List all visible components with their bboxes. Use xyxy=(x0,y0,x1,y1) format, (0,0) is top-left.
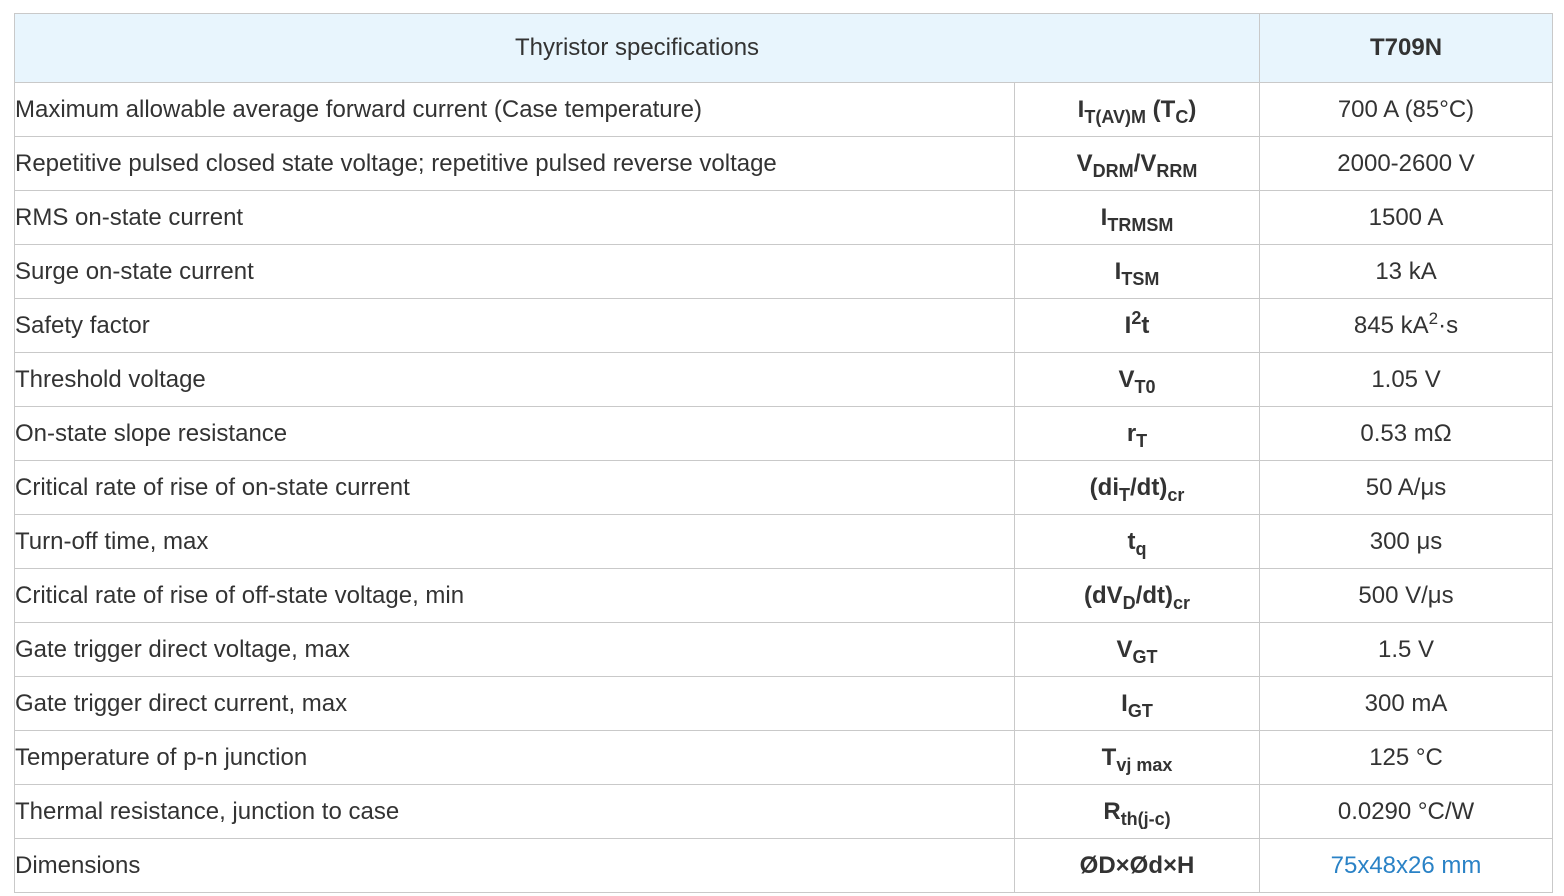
symbol-subscript: q xyxy=(1135,538,1147,559)
parameter-value xyxy=(1260,839,1553,893)
value-text: 1.5 V xyxy=(1377,635,1435,663)
parameter-value xyxy=(1260,677,1553,731)
symbol-subscript: GT xyxy=(1132,646,1158,667)
parameter-value xyxy=(1260,353,1553,407)
symbol-subscript: RRM xyxy=(1156,160,1198,181)
table-row xyxy=(15,245,1553,299)
symbol-main: I xyxy=(1124,311,1132,339)
table-row xyxy=(15,515,1553,569)
model-name: T709N xyxy=(1260,14,1553,83)
symbol-main: (di xyxy=(1089,473,1119,501)
value-text: 0.0290 °C/W xyxy=(1337,797,1475,825)
parameter-name: Thermal resistance, junction to case xyxy=(15,785,1015,839)
symbol-main: ØD×Ød×H xyxy=(1079,851,1195,879)
parameter-value xyxy=(1260,785,1553,839)
parameter-symbol xyxy=(1015,569,1260,623)
table-title: Thyristor specifications xyxy=(15,14,1260,83)
value-text: 13 kA xyxy=(1375,257,1437,285)
parameter-symbol xyxy=(1015,785,1260,839)
table-row xyxy=(15,569,1553,623)
parameter-value xyxy=(1260,83,1553,137)
value-text: 300 mA xyxy=(1364,689,1448,717)
symbol-main: R xyxy=(1103,797,1121,825)
symbol-subscript: C xyxy=(1175,106,1189,127)
parameter-symbol xyxy=(1015,353,1260,407)
table-row xyxy=(15,191,1553,245)
parameter-name: Threshold voltage xyxy=(15,353,1015,407)
parameter-name: On-state slope resistance xyxy=(15,407,1015,461)
parameter-value xyxy=(1260,515,1553,569)
table-row xyxy=(15,407,1553,461)
table-row xyxy=(15,785,1553,839)
parameter-name: Temperature of p-n junction xyxy=(15,731,1015,785)
parameter-symbol xyxy=(1015,839,1260,893)
symbol-subscript: T xyxy=(1136,430,1148,451)
parameter-symbol xyxy=(1015,191,1260,245)
parameter-symbol xyxy=(1015,515,1260,569)
parameter-symbol xyxy=(1015,677,1260,731)
parameter-name: Gate trigger direct current, max xyxy=(15,677,1015,731)
table-row xyxy=(15,83,1553,137)
symbol-part: t xyxy=(1141,311,1150,339)
symbol-part: (T xyxy=(1146,95,1176,123)
dimensions-link[interactable]: 75x48x26 mm xyxy=(1330,851,1482,879)
table-row xyxy=(15,677,1553,731)
parameter-name: Turn-off time, max xyxy=(15,515,1015,569)
table-row xyxy=(15,839,1553,893)
symbol-subscript: D xyxy=(1122,592,1136,613)
parameter-name: Surge on-state current xyxy=(15,245,1015,299)
parameter-value xyxy=(1260,191,1553,245)
symbol-part: ) xyxy=(1188,95,1197,123)
table-row xyxy=(15,299,1553,353)
value-text: 845 kA xyxy=(1353,311,1429,339)
value-text: 50 A/μs xyxy=(1365,473,1447,501)
parameter-symbol xyxy=(1015,137,1260,191)
symbol-main: t xyxy=(1127,527,1136,555)
value-text: 1.05 V xyxy=(1371,365,1441,393)
symbol-main: V xyxy=(1116,635,1133,663)
symbol-main: V xyxy=(1118,365,1135,393)
thyristor-spec-table xyxy=(14,13,1553,893)
symbol-part: /dt) xyxy=(1135,581,1173,609)
symbol-main: I xyxy=(1114,257,1122,285)
symbol-subscript: T xyxy=(1119,484,1130,505)
symbol-subscript: th(j-c) xyxy=(1120,808,1171,829)
value-suffix: ·s xyxy=(1438,311,1459,339)
symbol-subscript: TRMSM xyxy=(1107,214,1174,235)
value-text: 700 A (85°C) xyxy=(1337,95,1475,123)
symbol-main: r xyxy=(1126,419,1137,447)
table-row xyxy=(15,461,1553,515)
parameter-name: Critical rate of rise of on-state current xyxy=(15,461,1015,515)
parameter-symbol xyxy=(1015,731,1260,785)
parameter-value xyxy=(1260,245,1553,299)
parameter-name: RMS on-state current xyxy=(15,191,1015,245)
parameter-value xyxy=(1260,461,1553,515)
parameter-name: Safety factor xyxy=(15,299,1015,353)
value-text: 300 μs xyxy=(1369,527,1443,555)
value-text: 2000-2600 V xyxy=(1337,149,1475,177)
parameter-value xyxy=(1260,299,1553,353)
symbol-main: I xyxy=(1077,95,1085,123)
parameter-symbol xyxy=(1015,407,1260,461)
parameter-name: Repetitive pulsed closed state voltage; repetitive pulsed reverse voltage xyxy=(15,137,1015,191)
symbol-subscript: vj max xyxy=(1116,754,1173,775)
symbol-part: /dt) xyxy=(1130,473,1168,501)
parameter-value xyxy=(1260,407,1553,461)
symbol-main: (dV xyxy=(1084,581,1123,609)
parameter-name: Critical rate of rise of off-state voltage, min xyxy=(15,569,1015,623)
symbol-main: T xyxy=(1101,743,1117,771)
parameter-name: Gate trigger direct voltage, max xyxy=(15,623,1015,677)
table-row xyxy=(15,623,1553,677)
symbol-subscript: cr xyxy=(1172,592,1190,613)
parameter-name: Dimensions xyxy=(15,839,1015,893)
symbol-main: I xyxy=(1100,203,1108,231)
parameter-value xyxy=(1260,731,1553,785)
symbol-part: /V xyxy=(1133,149,1157,177)
symbol-subscript: T(AV)M xyxy=(1084,106,1146,127)
symbol-subscript: T0 xyxy=(1134,376,1156,397)
table-row xyxy=(15,353,1553,407)
value-text: 1500 A xyxy=(1368,203,1444,231)
parameter-value xyxy=(1260,137,1553,191)
symbol-main: V xyxy=(1076,149,1093,177)
value-text: 500 V/μs xyxy=(1358,581,1454,609)
parameter-symbol xyxy=(1015,245,1260,299)
parameter-symbol xyxy=(1015,83,1260,137)
parameter-value xyxy=(1260,569,1553,623)
symbol-main: I xyxy=(1121,689,1128,717)
value-superscript: 2 xyxy=(1428,308,1439,328)
table-header-row xyxy=(15,14,1553,83)
parameter-name: Maximum allowable average forward current (Case temperature) xyxy=(15,83,1015,137)
symbol-superscript: 2 xyxy=(1131,307,1142,328)
symbol-subscript: GT xyxy=(1127,700,1153,721)
value-text: 125 °C xyxy=(1369,743,1443,771)
value-text: 0.53 mΩ xyxy=(1360,419,1452,447)
parameter-symbol xyxy=(1015,461,1260,515)
parameter-value xyxy=(1260,623,1553,677)
symbol-subscript: TSM xyxy=(1121,268,1160,289)
symbol-subscript: cr xyxy=(1167,484,1185,505)
parameter-symbol xyxy=(1015,623,1260,677)
table-row xyxy=(15,731,1553,785)
symbol-subscript: DRM xyxy=(1092,160,1134,181)
parameter-symbol xyxy=(1015,299,1260,353)
table-row xyxy=(15,137,1553,191)
